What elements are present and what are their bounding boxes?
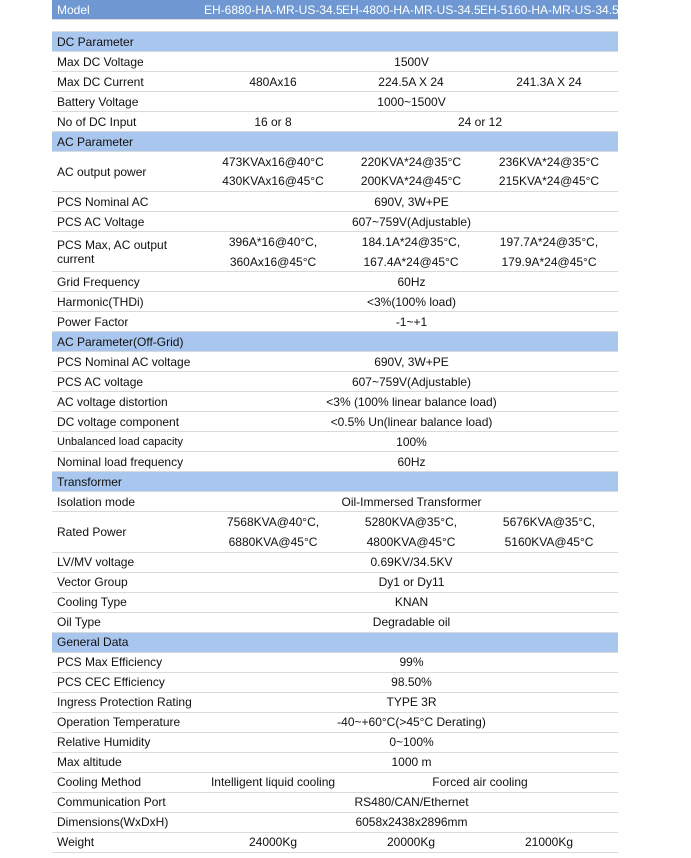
table-row bbox=[52, 653, 618, 673]
section-dc-parameter: DC Parameter bbox=[52, 32, 618, 52]
row-value: 1000~1500V bbox=[377, 94, 446, 109]
row-value: 607~759V(Adjustable) bbox=[351, 374, 472, 389]
model-1: EH-6880-HA-MR-US-34.5 bbox=[204, 2, 343, 17]
table-row bbox=[52, 833, 618, 853]
row-value: 6058x2438x2896mm bbox=[355, 815, 468, 830]
table-row bbox=[52, 212, 618, 232]
row-value: 21000Kg bbox=[524, 835, 574, 850]
row-value: 99% bbox=[399, 655, 424, 670]
row-label: Dimensions(WxDxH) bbox=[57, 815, 169, 830]
table-row bbox=[52, 733, 618, 753]
row-label: PCS AC Voltage bbox=[57, 214, 145, 229]
table-row bbox=[52, 512, 618, 552]
row-value: 16 or 8 bbox=[254, 114, 292, 129]
row-value: 0.69KV/34.5KV bbox=[370, 555, 453, 570]
table-row bbox=[52, 72, 618, 92]
table-row bbox=[52, 492, 618, 512]
row-label: AC voltage distortion bbox=[57, 394, 168, 409]
table-row bbox=[52, 92, 618, 112]
row-label: Nominal load frequency bbox=[57, 454, 184, 469]
row-label: Grid Frequency bbox=[57, 274, 140, 289]
row-value: 236KVA*24@35°C bbox=[498, 154, 600, 169]
spec-table bbox=[52, 0, 618, 853]
row-value: 430KVAx16@45°C bbox=[222, 174, 324, 189]
row-value: 396A*16@40°C, bbox=[228, 234, 318, 249]
row-value: Oil-Immersed Transformer bbox=[341, 494, 482, 509]
row-label: No of DC Input bbox=[57, 114, 137, 129]
row-value: 1500V bbox=[394, 54, 429, 69]
row-label: DC voltage component bbox=[57, 414, 180, 429]
row-value: -40~+60°C(>45°C Derating) bbox=[337, 715, 486, 730]
row-value: 7568KVA@40°C, bbox=[226, 515, 320, 530]
model-label: Model bbox=[57, 2, 90, 17]
section-general-data: General Data bbox=[52, 633, 618, 653]
row-value: 24 or 12 bbox=[457, 114, 503, 129]
table-row bbox=[52, 412, 618, 432]
row-value: <3%(100% load) bbox=[366, 294, 457, 309]
row-label: Isolation mode bbox=[57, 494, 136, 509]
row-value: TYPE 3R bbox=[386, 695, 437, 710]
table-row bbox=[52, 52, 618, 72]
row-label: Weight bbox=[57, 835, 95, 850]
section-ac-parameter: AC Parameter bbox=[52, 132, 618, 152]
row-value: -1~+1 bbox=[395, 314, 428, 329]
row-value: 473KVAx16@40°C bbox=[222, 154, 324, 169]
row-value: 98.50% bbox=[391, 675, 432, 690]
row-value: 480Ax16 bbox=[249, 74, 297, 89]
section-ac-offgrid: AC Parameter(Off-Grid) bbox=[52, 332, 618, 352]
row-label: Operation Temperature bbox=[57, 715, 181, 730]
row-label: Max altitude bbox=[57, 755, 122, 770]
row-label: Ingress Protection Rating bbox=[57, 695, 192, 710]
row-label: Max DC Voltage bbox=[57, 54, 144, 69]
row-label: LV/MV voltage bbox=[57, 555, 135, 570]
table-row bbox=[52, 292, 618, 312]
table-row bbox=[52, 753, 618, 773]
row-label: AC output power bbox=[57, 164, 147, 179]
section-transformer: Transformer bbox=[52, 472, 618, 492]
row-value: 5160KVA@45°C bbox=[504, 534, 594, 549]
table-row bbox=[52, 452, 618, 472]
row-label: Cooling Method bbox=[57, 775, 142, 790]
model-2: EH-4800-HA-MR-US-34.5 bbox=[342, 2, 481, 17]
model-header-row bbox=[52, 0, 618, 20]
row-value: 5676KVA@35°C, bbox=[502, 515, 596, 530]
table-row bbox=[52, 192, 618, 212]
row-label: Power Factor bbox=[57, 314, 129, 329]
row-value: 1000 m bbox=[391, 755, 432, 770]
model-3: EH-5160-HA-MR-US-34.5 bbox=[480, 2, 619, 17]
row-value: Intelligent liquid cooling bbox=[210, 775, 336, 790]
table-row bbox=[52, 713, 618, 733]
row-value: 200KVA*24@45°C bbox=[360, 174, 462, 189]
spacer bbox=[52, 20, 618, 32]
row-label: Unbalanced load capacity bbox=[57, 435, 183, 448]
row-value: 224.5A X 24 bbox=[378, 74, 444, 89]
row-value: 179.9A*24@45°C bbox=[501, 254, 597, 269]
row-label: Rated Power bbox=[57, 524, 127, 539]
table-row bbox=[52, 773, 618, 793]
row-value: <0.5% Un(linear balance load) bbox=[330, 414, 493, 429]
row-value: 5280KVA@35°C, bbox=[364, 515, 458, 530]
row-label: Harmonic(THDi) bbox=[57, 294, 144, 309]
row-value: Degradable oil bbox=[372, 615, 451, 630]
table-row bbox=[52, 112, 618, 132]
table-row bbox=[52, 352, 618, 372]
row-value: 6880KVA@45°C bbox=[228, 534, 318, 549]
row-value: 220KVA*24@35°C bbox=[360, 154, 462, 169]
table-row bbox=[52, 813, 618, 833]
row-value: 24000Kg bbox=[248, 835, 298, 850]
table-row bbox=[52, 613, 618, 633]
row-value: 690V, 3W+PE bbox=[374, 194, 449, 209]
row-label: PCS Nominal AC bbox=[57, 194, 149, 209]
row-label: Vector Group bbox=[57, 575, 128, 590]
row-value: 0~100% bbox=[389, 735, 434, 750]
table-row bbox=[52, 793, 618, 813]
row-value: 690V, 3W+PE bbox=[374, 354, 449, 369]
row-label: PCS Nominal AC voltage bbox=[57, 354, 191, 369]
row-label: Relative Humidity bbox=[57, 735, 151, 750]
row-value: 60Hz bbox=[397, 454, 426, 469]
row-value: KNAN bbox=[394, 595, 429, 610]
row-value: 184.1A*24@35°C, bbox=[361, 234, 461, 249]
table-row bbox=[52, 152, 618, 192]
row-value: 4800KVA@45°C bbox=[366, 534, 456, 549]
row-label: Communication Port bbox=[57, 795, 166, 810]
table-row bbox=[52, 372, 618, 392]
table-row bbox=[52, 272, 618, 292]
row-value: <3% (100% linear balance load) bbox=[326, 394, 497, 409]
row-value: 20000Kg bbox=[386, 835, 436, 850]
row-label: Cooling Type bbox=[57, 595, 127, 610]
table-row bbox=[52, 553, 618, 573]
row-label: PCS AC voltage bbox=[57, 374, 144, 389]
row-value: Dy1 or Dy11 bbox=[378, 575, 445, 590]
row-value: 241.3A X 24 bbox=[516, 74, 582, 89]
row-value: 215KVA*24@45°C bbox=[498, 174, 600, 189]
row-value: 60Hz bbox=[397, 274, 426, 289]
table-row bbox=[52, 673, 618, 693]
row-value: RS480/CAN/Ethernet bbox=[354, 795, 469, 810]
table-row bbox=[52, 312, 618, 332]
row-value: 607~759V(Adjustable) bbox=[351, 214, 472, 229]
table-row bbox=[52, 392, 618, 412]
row-label: Battery Voltage bbox=[57, 94, 139, 109]
table-row bbox=[52, 232, 618, 272]
row-label: Max DC Current bbox=[57, 74, 144, 89]
row-label: PCS Max, AC output current bbox=[57, 237, 168, 266]
row-label: PCS CEC Efficiency bbox=[57, 675, 165, 690]
row-value: 360Ax16@45°C bbox=[229, 254, 317, 269]
row-value: 197.7A*24@35°C, bbox=[499, 234, 599, 249]
row-value: 100% bbox=[396, 434, 427, 449]
row-value: 167.4A*24@45°C bbox=[363, 254, 459, 269]
row-label: PCS Max Efficiency bbox=[57, 655, 163, 670]
row-value: Forced air cooling bbox=[432, 775, 528, 790]
row-label: Oil Type bbox=[57, 615, 101, 630]
table-row bbox=[52, 432, 618, 452]
table-row bbox=[52, 693, 618, 713]
table-row bbox=[52, 593, 618, 613]
table-row bbox=[52, 573, 618, 593]
